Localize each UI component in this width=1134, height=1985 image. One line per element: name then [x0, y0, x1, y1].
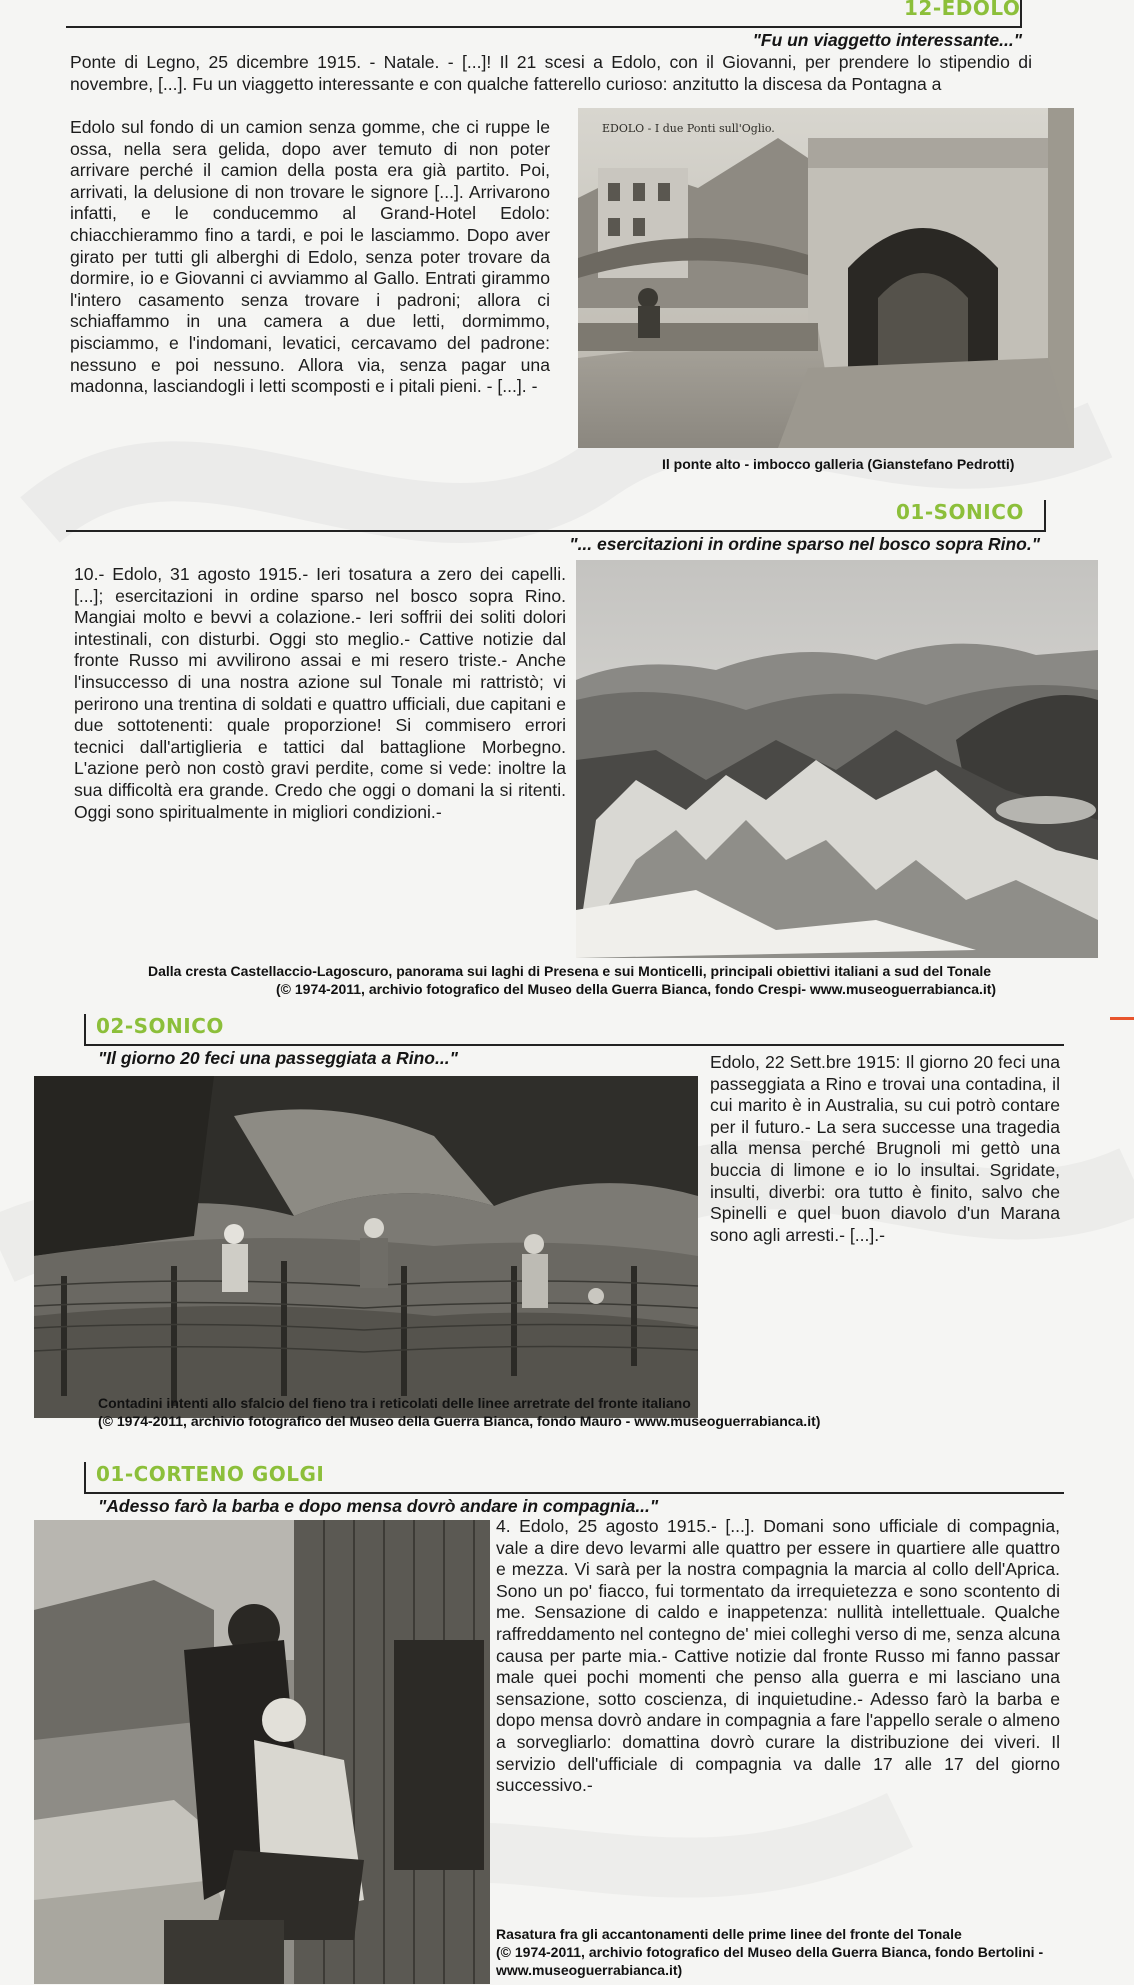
section-title-sonico-01: 01-SONICO — [896, 500, 1024, 524]
article-text-edolo-column — [70, 117, 550, 398]
title-rule — [66, 530, 1046, 532]
caption-sonico-02-line2: (© 1974-2011, archivio fotografico del Museo della Guerra Bianca, fondo Mauro - www.museoguerrabianca.it) — [98, 1413, 821, 1429]
article-text-sonico-02 — [710, 1052, 1060, 1246]
caption-corteno-golgi-line1: Rasatura fra gli accantonamenti delle prime linee del fronte del Tonale — [496, 1926, 962, 1942]
caption-sonico-01-line2: (© 1974-2011, archivio fotografico del Museo della Guerra Bianca, fondo Crespi- www.museoguerrabianca.it) — [276, 981, 997, 997]
section-quote-edolo: "Fu un viaggetto interessante..." — [752, 30, 1022, 50]
caption-sonico-01-line1: Dalla cresta Castellaccio-Lagoscuro, panorama sui laghi di Presena e sui Monticelli, principali obiettivi italiani a sud del Tonale — [148, 963, 992, 979]
title-divider — [1044, 500, 1046, 530]
photo-farmers-haymaking — [34, 1076, 698, 1418]
title-divider — [84, 1014, 86, 1044]
section-quote-sonico-02: "Il giorno 20 feci una passeggiata a Rino..." — [98, 1048, 458, 1068]
section-quote-sonico-01: "... esercitazioni in ordine sparso nel bosco sopra Rino." — [569, 534, 1040, 554]
section-title-edolo: 12-EDOLO — [904, 0, 1021, 20]
article-paragraph: 10.- Edolo, 31 agosto 1915.- Ieri tosatura a zero dei capelli. [...]; esercitazioni in ordine sparso nel bosco sopra Rino. Mangiai molto e bevvi a colazione.- Ieri soffrii dei soliti dolori intestinali, con disturbi. Oggi sto meglio.- Cattive notizie dal fronte Russo mi avvilirono assai e mi resero triste.- Anche l'insuccesso di una nostra azione sul Tonale mi rattristò; vi perirono una trentina di soldati e quattro ufficiali, due capitani e due sottotenenti: quale proporzione! Si commisero errori tecnici dall'artiglieria e tattici dal battaglione Morbegno. L'azione però non costò gravi perdite, come si vede: inoltre la sua difficoltà era grande. Credo che oggi o domani la si ritenti. Oggi sono spiritualmente in migliori condizioni.- — [74, 564, 566, 822]
article-text-corteno-golgi — [496, 1516, 1060, 1797]
article-paragraph: 4. Edolo, 25 agosto 1915.- [...]. Domani sono ufficiale di compagnia, vale a dire devo levarmi alle quattro per essere in quartiere alle quattro e mezza. Vi sarà per la nostra compagnia la marcia al collo dell'Aprica. Sono un po' fiacco, fui tormentato da irrequietezza e sono scontento di me. Sensazione di caldo e inappetenza: nullità intellettuale. Qualche raffreddamento nel contegno de' miei colleghi verso di me, senza alcuna causa per parte mia.- Cattive notizie dal fronte Russo mi fanno passar male quei pochi momenti che penso alla guerra e mi lasciano una sensazione, sotto coscienza, di inquietudine.- Adesso farò la barba e dopo mensa dovrò andare in compagnia a fare l'appello serale o almeno a sorvegliarlo: domattina dovrò curare la distribuzione dei viveri. Il servizio dell'ufficiale di compagnia va dalle 17 alle 17 del giorno successivo.- — [496, 1516, 1060, 1796]
orange-accent-bar — [1110, 1017, 1134, 1020]
article-text-sonico-01 — [74, 564, 566, 823]
caption-sonico-02-line1: Contadini intenti allo sfalcio del fieno tra i reticolati delle linee arretrate del fronte italiano — [98, 1395, 691, 1411]
caption-corteno-golgi-line2: (© 1974-2011, archivio fotografico del Museo della Guerra Bianca, fondo Bertolini - www.museoguerrabianca.it) — [496, 1944, 1044, 1978]
title-divider — [1020, 0, 1022, 26]
article-text-edolo-full — [70, 52, 1032, 95]
photo-label: EDOLO - I due Ponti sull'Oglio. — [602, 122, 775, 135]
caption-edolo: Il ponte alto - imbocco galleria (Gianstefano Pedrotti) — [662, 456, 1015, 472]
photo-edolo-bridge — [578, 108, 1074, 448]
title-rule — [84, 1492, 1064, 1494]
section-title-corteno-golgi: 01-CORTENO GOLGI — [96, 1462, 325, 1486]
title-rule — [84, 1044, 1064, 1046]
photo-mountain-panorama — [576, 560, 1098, 958]
title-rule — [66, 26, 1022, 28]
article-paragraph: Edolo sul fondo di un camion senza gomme, che ci ruppe le ossa, nella sera gelida, dopo aver temuto di non poter arrivare perché il camion della posta era già partito. Poi, arrivati, la delusione di non trovare le signore [...]. Arrivarono infatti, e le conducemmo al Grand-Hotel Edolo: chiacchierammo fino a tardi, e poi le lasciammo. Dopo aver girato per tutti gli alberghi di Edolo, senza poter trovare da dormire, io e Giovanni ci avviammo al Gallo. Entrati girammo l'intero casamento senza trovare i padroni; allora ci schiaffammo in una camera a due letti, dormimmo, pisciammo, e l'indomani, levatici, cercavamo del padrone: nessuno e poi nessuno. Allora via, senza pagar una madonna, lasciandogli i letti scomposti e i pitali pieni. - [...]. - — [70, 117, 550, 397]
section-title-sonico-02: 02-SONICO — [96, 1014, 224, 1038]
article-paragraph: Edolo, 22 Sett.bre 1915: Il giorno 20 feci una passeggiata a Rino e trovai una contadina, il cui marito è in Australia, su cui potrò contare per il futuro.- La sera successe una tragedia alla mensa perché Brugnoli mi gettò una buccia di limone e io lo insultai. Sgridate, insulti, diverbi: ora tutto è finito, salvo che Spinelli e quel buon diavolo d'un Marana sono agli arresti.- [...].- — [710, 1052, 1060, 1245]
section-quote-corteno-golgi: "Adesso farò la barba e dopo mensa dovrò andare in compagnia..." — [98, 1496, 659, 1516]
article-paragraph: Ponte di Legno, 25 dicembre 1915. - Natale. - [...]! Il 21 scesi a Edolo, con il Giovanni, per prendere lo stipendio di novembre, [...]. Fu un viaggetto interessante e con qualche fatterello curioso: anzitutto la discesa da Pontagna a — [70, 52, 1032, 94]
title-divider — [84, 1462, 86, 1492]
photo-shaving-soldiers — [34, 1520, 490, 1984]
